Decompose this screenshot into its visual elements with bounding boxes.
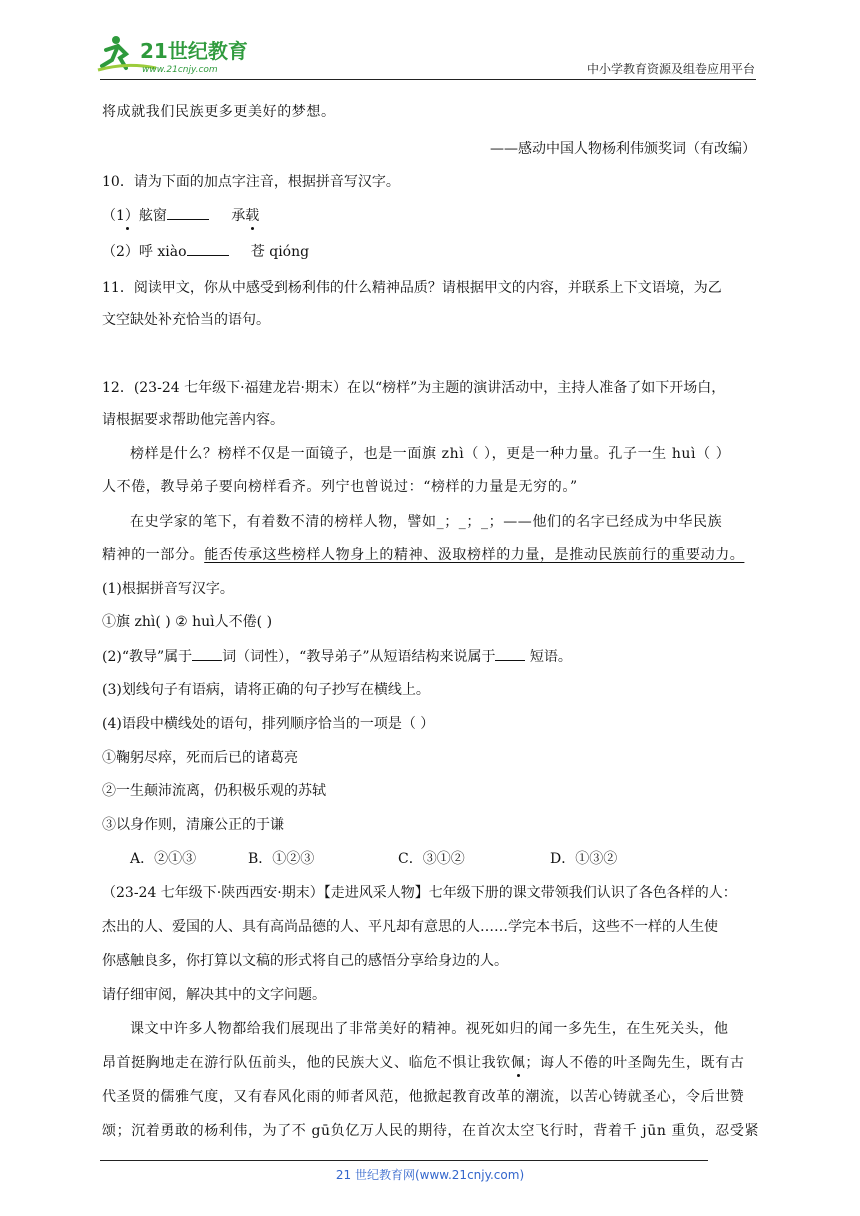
underlined-sentence: 能否传承这些榜样人物身上的精神、汲取榜样的力量，是推动民族前行的重要动力。	[204, 547, 745, 563]
choice-a[interactable]: A．②①③	[130, 851, 197, 867]
choice-c[interactable]: C．③①②	[398, 851, 465, 867]
attribution: ——感动中国人物杨利伟颁奖词（有改编）	[490, 141, 756, 157]
question-12-cont: 请根据要求帮助他完善内容。	[102, 412, 284, 428]
answer-blank[interactable]	[167, 205, 209, 220]
passage-line: 榜样是什么？榜样不仅是一面镜子，也是一面旗 zhì（ ），更是一种力量。孔子一生 huì（ ）	[130, 446, 731, 462]
logo-url: www.21cnjy.com	[142, 65, 218, 75]
question-10: 10．请为下面的加点字注音，根据拼音写汉字。	[102, 174, 400, 190]
sub-question-1-items: ①旗 zhì( ) ② huì人不倦( )	[102, 614, 273, 630]
question-11-cont: 文空缺处补充恰当的语句。	[102, 312, 270, 328]
passage-line: 人不倦，教导弟子要向榜样看齐。列宁也曾说过：“榜样的力量是无穷的。”	[102, 479, 578, 495]
passage-line: 昂首挺胸地走在游行队伍前头，他的民族大义、临危不惧让我钦佩；诲人不倦的叶圣陶先生，既有古	[102, 1055, 745, 1071]
header-site-name: 中小学教育资源及组卷应用平台	[586, 62, 755, 76]
option-line: ①鞠躬尽瘁，死而后已的诸葛亮	[102, 750, 298, 766]
choice-d[interactable]: D．①③②	[550, 851, 618, 867]
question-13-cont: 杰出的人、爱国的人、具有高尚品德的人、平凡却有意思的人……学完本书后，这些不一样的人生使	[102, 919, 718, 935]
passage-line: 颂；沉着勇敢的杨利伟，为了不 gū负亿万人民的期待，在首次太空飞行时，背着千 jūn 重负，忍受紧	[102, 1123, 760, 1139]
sub-question-4: (4)语段中横线处的语句，排列顺序恰当的一项是（ ）	[102, 716, 435, 732]
dotted-char-2: 载	[245, 208, 260, 224]
sub-question-3: (3)划线句子有语病，请将正确的句子抄写在横线上。	[102, 682, 430, 698]
passage-line: 在史学家的笔下，有着数不清的榜样人物，譬如_；_；_；——他们的名字已经成为中华民族	[130, 514, 723, 530]
passage-line: 代圣贤的儒雅气度，又有春风化雨的师者风范，他掀起教育改革的潮流，以苦心铸就圣心，令后世赞	[102, 1089, 745, 1105]
option-line: ②一生颠沛流离，仍积极乐观的苏轼	[102, 783, 326, 799]
sub-question-2: (2)“教导”属于 词（词性），“教导弟子”从短语结构来说属于 短语。	[102, 646, 756, 667]
choice-b[interactable]: B．①②③	[248, 851, 315, 867]
dotted-char-3: 佩	[510, 1055, 526, 1071]
question-11: 11．阅读甲文，你从中感受到杨利伟的什么精神品质？请根据甲文的内容，并联系上下文语境，为乙	[102, 280, 722, 296]
question-10-item-2: （2）呼 xiào 苍 qióng	[102, 241, 756, 262]
header-divider	[100, 79, 756, 80]
passage-line: 课文中许多人物都给我们展现出了非常美好的精神。视死如归的闻一多先生，在生死关头，他	[130, 1021, 729, 1037]
footer-divider	[100, 1160, 708, 1161]
site-logo	[96, 34, 256, 76]
answer-blank[interactable]	[192, 646, 222, 661]
question-13-instruction: 请仔细审阅，解决其中的文字问题。	[102, 987, 326, 1003]
question-13-cont: 你感触良多，你打算以文稿的形式将自己的感悟分享给身边的人。	[102, 953, 508, 969]
question-12: 12．(23-24 七年级下·福建龙岩·期末）在以“榜样”为主题的演讲活动中，主持人准备了如下开场白，	[102, 380, 726, 396]
passage-line: 精神的一部分。能否传承这些榜样人物身上的精神、汲取榜样的力量，是推动民族前行的重要动力。	[102, 547, 745, 563]
answer-blank[interactable]	[187, 241, 229, 256]
footer-link[interactable]: 21 世纪教育网(www.21cnjy.com)	[335, 1168, 525, 1182]
dotted-char-1: （1）舷	[102, 208, 153, 224]
option-line: ③以身作则，清廉公正的于谦	[102, 817, 284, 833]
question-10-item-1: （1）舷窗 承载	[102, 205, 756, 226]
sub-question-1: (1)根据拼音写汉字。	[102, 581, 234, 597]
answer-blank[interactable]	[495, 646, 525, 661]
question-13: （23-24 七年级下·陕西西安·期末）【走进风采人物】七年级下册的课文带领我们认识了各色各样的人：	[102, 885, 737, 901]
text-line: 将成就我们民族更多更美好的梦想。	[102, 104, 336, 120]
logo-text: 21世纪教育	[140, 39, 248, 63]
